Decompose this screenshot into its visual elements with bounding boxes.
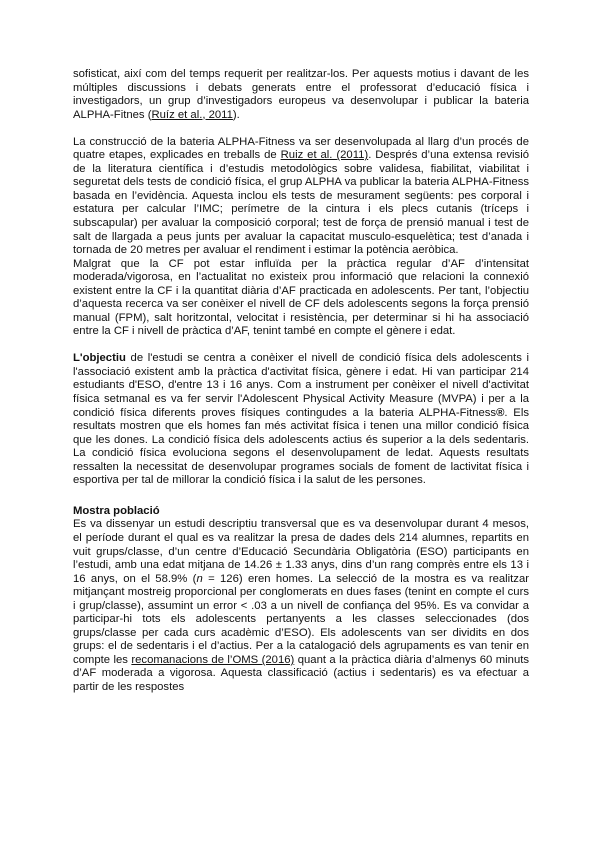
- paragraph-alpha-construction: La construcció de la bateria ALPHA-Fitness va ser desenvolupada al llarg d’un procés de quatre etapes, explicades en treballs de Ruiz et al. (2011). Després d’una extensa revisió de la literatura científica i d’estudis metodològics sobre validesa, fiabilitat, viabilitat i seguretat dels tests de condició física, el grup ALPHA va publicar la bateria ALPHA-Fitness basada en l’evidència. Aquesta inclou els tests de mesurament següents: pes corporal i estatura per calcular l’IMC; perímetre de la cintura i els plecs cutanis (tríceps i subscapular) per avaluar la composició corporal; test de força de prensió manual i test de salt de llargada a peus junts per avaluar la capacitat musculo-esquelètica; test d’anada i tornada de 20 metres per avaluar el rendiment i estimar la potència aeròbica.: [73, 135, 529, 257]
- citation-link-ruiz-2011b[interactable]: Ruiz et al. (2011): [280, 149, 369, 162]
- citation-link-oms-2016[interactable]: recomanacions de l’OMS (2016): [131, 653, 295, 666]
- section-heading-mostra: Mostra població: [73, 504, 160, 517]
- citation-link-ruiz-2011[interactable]: Ruíz et al., 2011: [151, 108, 233, 121]
- paragraph-abstract: L'objectiu de l'estudi se centra a conèixer el nivell de condició física dels adolescents i l'associació existent amb la pràctica d'activitat física, gènere i edat. Hi van participar 214 estudiants d'ESO, d'entre 13 i 16 anys. Com a instrument per conèixer el nivell d'activitat física setmanal es va fer servir l'Adolescent Physical Activity Measure (MVPA) i per a la condició física diferents proves físiques contingudes a la bateria ALPHA-Fitness®. Els resultats mostren que els homes fan més activitat física i tenen una millor condició física que les dones. La condició física dels adolescents actius és superior a la dels sedentaris. La condició física evoluciona segons el desenvolupament de ledat. Aquests resultats ressalten la necessitat de desenvolupar programes socials de foment de lactivitat física i esportiva per tal de millorar la condició física i la salut de les persones.: [73, 352, 529, 487]
- body-text: [73, 68, 529, 695]
- n-symbol: n: [196, 572, 203, 585]
- abstract-lead: L'objectiu: [73, 352, 126, 365]
- paragraph-objective-cf: Malgrat que la CF pot estar influïda per la pràctica regular d’AF d’intensitat moderada/vigorosa, en l’actualitat no existeix prou informació que relacioni la connexió existent entre la CF i la quantitat diària d’AF practicada en adolescents. Per tant, l’objectiu d’aquesta recerca va ser conèixer el nivell de CF dels adolescents segons la força prensió manual (FPM), salt horitzontal, velocitat i resistència, per determinar si hi ha associació entre la CF i nivell de pràctica d’AF, tenint també en compte el gènere i edat.: [73, 257, 529, 338]
- paragraph-mostra: Es va dissenyar un estudi descriptiu transversal que es va desenvolupar durant 4 mesos, el període durant el qual es va realitzar la presa de dades dels 214 alumnes, repartits en vuit grups/classe, d’un centre d’Educació Secundària Obligatòria (ESO) participants en l’estudi, amb una edat mitjana de 14.26 ± 1.33 anys, dins d’un rang comprès entre els 13 i 16 anys, on el 58.9% (n = 126) eren homes. La selecció de la mostra es va realitzar mitjançant mostreig proporcional per conglomerats en dues fases (tenint en compte el curs i grup/classe), assumint un error < .03 a un nivell de confiança del 95%. Es va convidar a participar-hi tots els adolescents pertanyents a les classes seleccionades (dos grups/classe per cada curs acadèmic d’ESO). Els adolescents van ser dividits en dos grups: el de sedentaris i el d’actius. Per a la catalogació dels agrupaments es van tenir en compte les recomanacions de l’OMS (2016) quant a la pràctica diària d’almenys 60 minuts d’AF moderada a vigorosa. Aquesta classificació (actius i sedentaris) es va efectuar a partir de les respostes: [73, 518, 530, 693]
- registered-mark: ®: [496, 406, 505, 419]
- paragraph-intro-continuation: sofisticat, així com del temps requerit per realitzar-los. Per aquests motius i davant de les múltiples discussions i debats generats entre el professorat d’educació física i investigadors, un grup d’investigadors europeus va desenvolupar i publicar la bateria ALPHA-Fitnes (Ruíz et al., 2011).: [73, 68, 529, 121]
